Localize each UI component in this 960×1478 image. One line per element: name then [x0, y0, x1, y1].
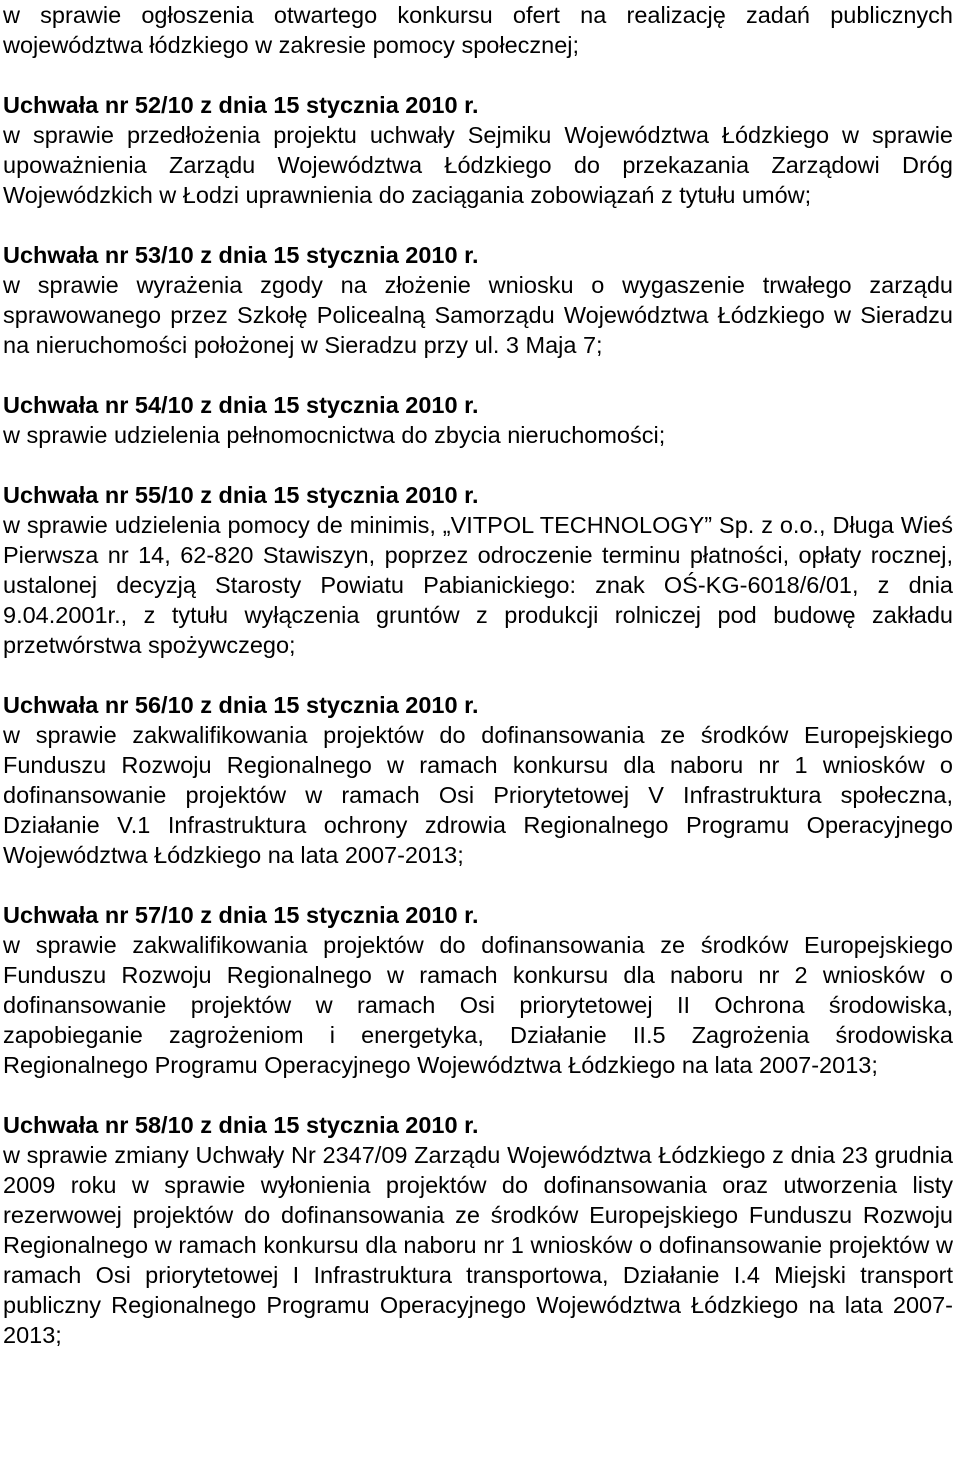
- resolution-body: w sprawie zakwalifikowania projektów do dofinansowania ze środków Europejskiego Funduszu Rozwoju Regionalnego w ramach konkursu dla naboru nr 2 wniosków o dofinansowanie projektów w ramach Osi priorytetowej II Ochrona środowiska, zapobieganie zagrożeniom i energetyka, Działanie II.5 Zagrożenia środowiska Regionalnego Programu Operacyjnego Województwa Łódzkiego na lata 2007-2013;: [3, 932, 953, 1078]
- resolution-58: [3, 1110, 953, 1350]
- resolution-57: [3, 900, 953, 1080]
- resolution-heading: Uchwała nr 54/10 z dnia 15 stycznia 2010 r.: [3, 392, 479, 418]
- resolution-body: w sprawie udzielenia pełnomocnictwa do zbycia nieruchomości;: [3, 422, 666, 448]
- resolution-body: w sprawie zakwalifikowania projektów do dofinansowania ze środków Europejskiego Funduszu Rozwoju Regionalnego w ramach konkursu dla naboru nr 1 wniosków o dofinansowanie projektów w ramach Osi Priorytetowej V Infrastruktura społeczna, Działanie V.1 Infrastruktura ochrony zdrowia Regionalnego Programu Operacyjnego Województwa Łódzkiego na lata 2007-2013;: [3, 722, 953, 868]
- intro-paragraph: w sprawie ogłoszenia otwartego konkursu ofert na realizację zadań publicznych województwa łódzkiego w zakresie pomocy społecznej;: [3, 2, 953, 58]
- resolution-heading: Uchwała nr 57/10 z dnia 15 stycznia 2010 r.: [3, 902, 479, 928]
- resolution-heading: Uchwała nr 58/10 z dnia 15 stycznia 2010 r.: [3, 1112, 479, 1138]
- resolution-56: [3, 690, 953, 870]
- resolution-52: [3, 90, 953, 210]
- resolution-53: [3, 240, 953, 360]
- resolution-body: w sprawie zmiany Uchwały Nr 2347/09 Zarządu Województwa Łódzkiego z dnia 23 grudnia 2009 roku w sprawie wyłonienia projektów do dofinansowania oraz utworzenia listy rezerwowej projektów do dofinansowania ze środków Europejskiego Funduszu Rozwoju Regionalnego w ramach konkursu dla naboru nr 1 wniosków o dofinansowanie projektów w ramach Osi priorytetowej I Infrastruktura transportowa, Działanie I.4 Miejski transport publiczny Regionalnego Programu Operacyjnego Województwa Łódzkiego na lata 2007-2013;: [3, 1142, 953, 1348]
- resolution-55: [3, 480, 953, 660]
- resolution-heading: Uchwała nr 53/10 z dnia 15 stycznia 2010 r.: [3, 242, 479, 268]
- resolution-heading: Uchwała nr 56/10 z dnia 15 stycznia 2010 r.: [3, 692, 479, 718]
- resolution-body: w sprawie udzielenia pomocy de minimis, „VITPOL TECHNOLOGY” Sp. z o.o., Długa Wieś Pierwsza nr 14, 62-820 Stawiszyn, poprzez odroczenie terminu płatności, opłaty rocznej, ustalonej decyzją Starosty Powiatu Pabianickiego: znak OŚ-KG-6018/6/01, z dnia 9.04.2001r., z tytułu wyłączenia gruntów z produkcji rolniczej pod budowę zakładu przetwórstwa spożywczego;: [3, 512, 953, 658]
- resolution-body: w sprawie wyrażenia zgody na złożenie wniosku o wygaszenie trwałego zarządu sprawowanego przez Szkołę Policealną Samorządu Województwa Łódzkiego w Sieradzu na nieruchomości położonej w Sieradzu przy ul. 3 Maja 7;: [3, 272, 953, 358]
- resolution-heading: Uchwała nr 55/10 z dnia 15 stycznia 2010 r.: [3, 482, 479, 508]
- resolution-heading: Uchwała nr 52/10 z dnia 15 stycznia 2010 r.: [3, 92, 479, 118]
- resolution-body: w sprawie przedłożenia projektu uchwały Sejmiku Województwa Łódzkiego w sprawie upoważnienia Zarządu Województwa Łódzkiego do przekazania Zarządowi Dróg Wojewódzkich w Łodzi uprawnienia do zaciągania zobowiązań z tytułu umów;: [3, 122, 953, 208]
- resolution-54: [3, 390, 953, 450]
